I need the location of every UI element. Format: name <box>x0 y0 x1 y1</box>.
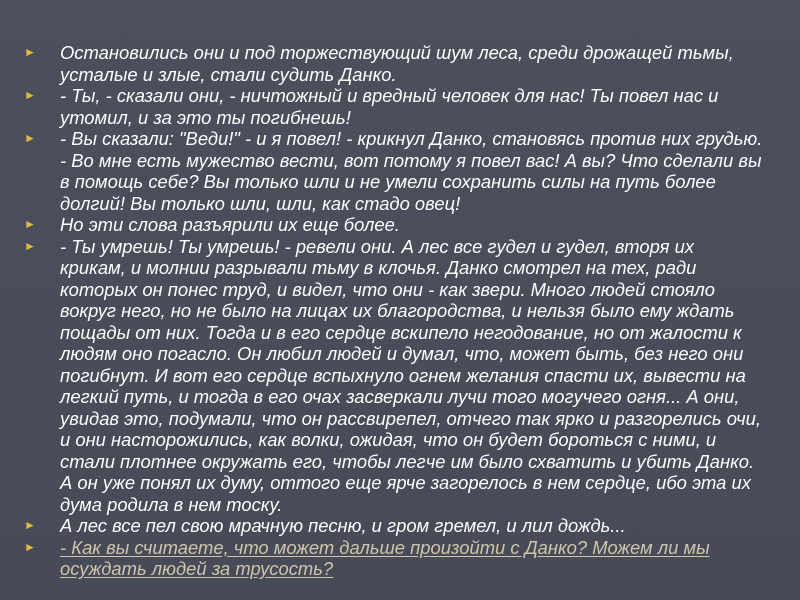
bullet-arrow-icon: ► <box>24 45 36 59</box>
paragraph-1 <box>24 42 764 85</box>
question-paragraph <box>24 537 764 580</box>
paragraph-text: - Ты умрешь! Ты умрешь! - ревели они. А лес все гудел и гудел, вторя их крикам, и молнии разрывали тьму в клочья. Данко смотрел на тех, ради которых он понес труд, и видел, что они - как звери. Много людей стояло вокруг него, но не было на лицах их благородства, и нельзя было ему ждать пощады от них. Тогда и в его сердце вскипело негодование, но от жалости к людям оно погасло. Он любил людей и думал, что, может быть, без него они погибнут. И вот его сердце вспыхнуло огнем желания спасти их, вывести на легкий путь, и тогда в его очах засверкали лучи того могучего огня... А они, увидав это, подумали, что он рассвирепел, отчего так ярко и разгорелись очи, и они насторожились, как волки, ожидая, что он будет бороться с ними, и стали плотнее окружать его, чтобы легче им было схватить и убить Данко. А он уже понял их думу, оттого еще ярче загорелось в нем сердце, ибо эта их дума родила в нем тоску. <box>60 235 761 515</box>
question-text: - Как вы считаете, что может дальше произойти с Данко? Можем ли мы осуждать людей за трусость? <box>60 536 710 579</box>
paragraph-6 <box>24 515 764 537</box>
paragraph-text: - Ты, - сказали они, - ничтожный и вредный человек для нас! Ты повел нас и утомил, и за это ты погибнешь! <box>60 85 719 128</box>
bullet-arrow-icon: ► <box>24 238 36 253</box>
paragraph-text: А лес все пел свою мрачную песню, и гром гремел, и лил дождь... <box>60 515 626 536</box>
paragraph-3 <box>24 128 764 214</box>
text-body <box>24 42 764 580</box>
bullet-arrow-icon: ► <box>24 131 36 145</box>
paragraph-2 <box>24 85 764 128</box>
paragraph-4 <box>24 214 764 236</box>
bullet-arrow-icon: ► <box>24 217 36 231</box>
paragraph-text: - Вы сказали: "Веди!" - и я повел! - крикнул Данко, становясь против них грудью. - Во мне есть мужество вести, вот потому я повел вас! А вы? Что сделали вы в помощь себе? Вы только шли и не умели сохранить силы на путь более долгий! Вы только шли, шли, как стадо овец! <box>60 128 763 214</box>
bullet-arrow-icon: ► <box>24 88 36 102</box>
paragraph-5 <box>24 236 764 516</box>
bullet-arrow-icon: ► <box>24 539 36 554</box>
paragraph-text: Но эти слова разъярили их еще более. <box>60 214 400 235</box>
bullet-arrow-icon: ► <box>24 518 36 532</box>
paragraph-text: Остановились они и под торжествующий шум леса, среди дрожащей тьмы, усталые и злые, стали судить Данко. <box>60 42 734 85</box>
